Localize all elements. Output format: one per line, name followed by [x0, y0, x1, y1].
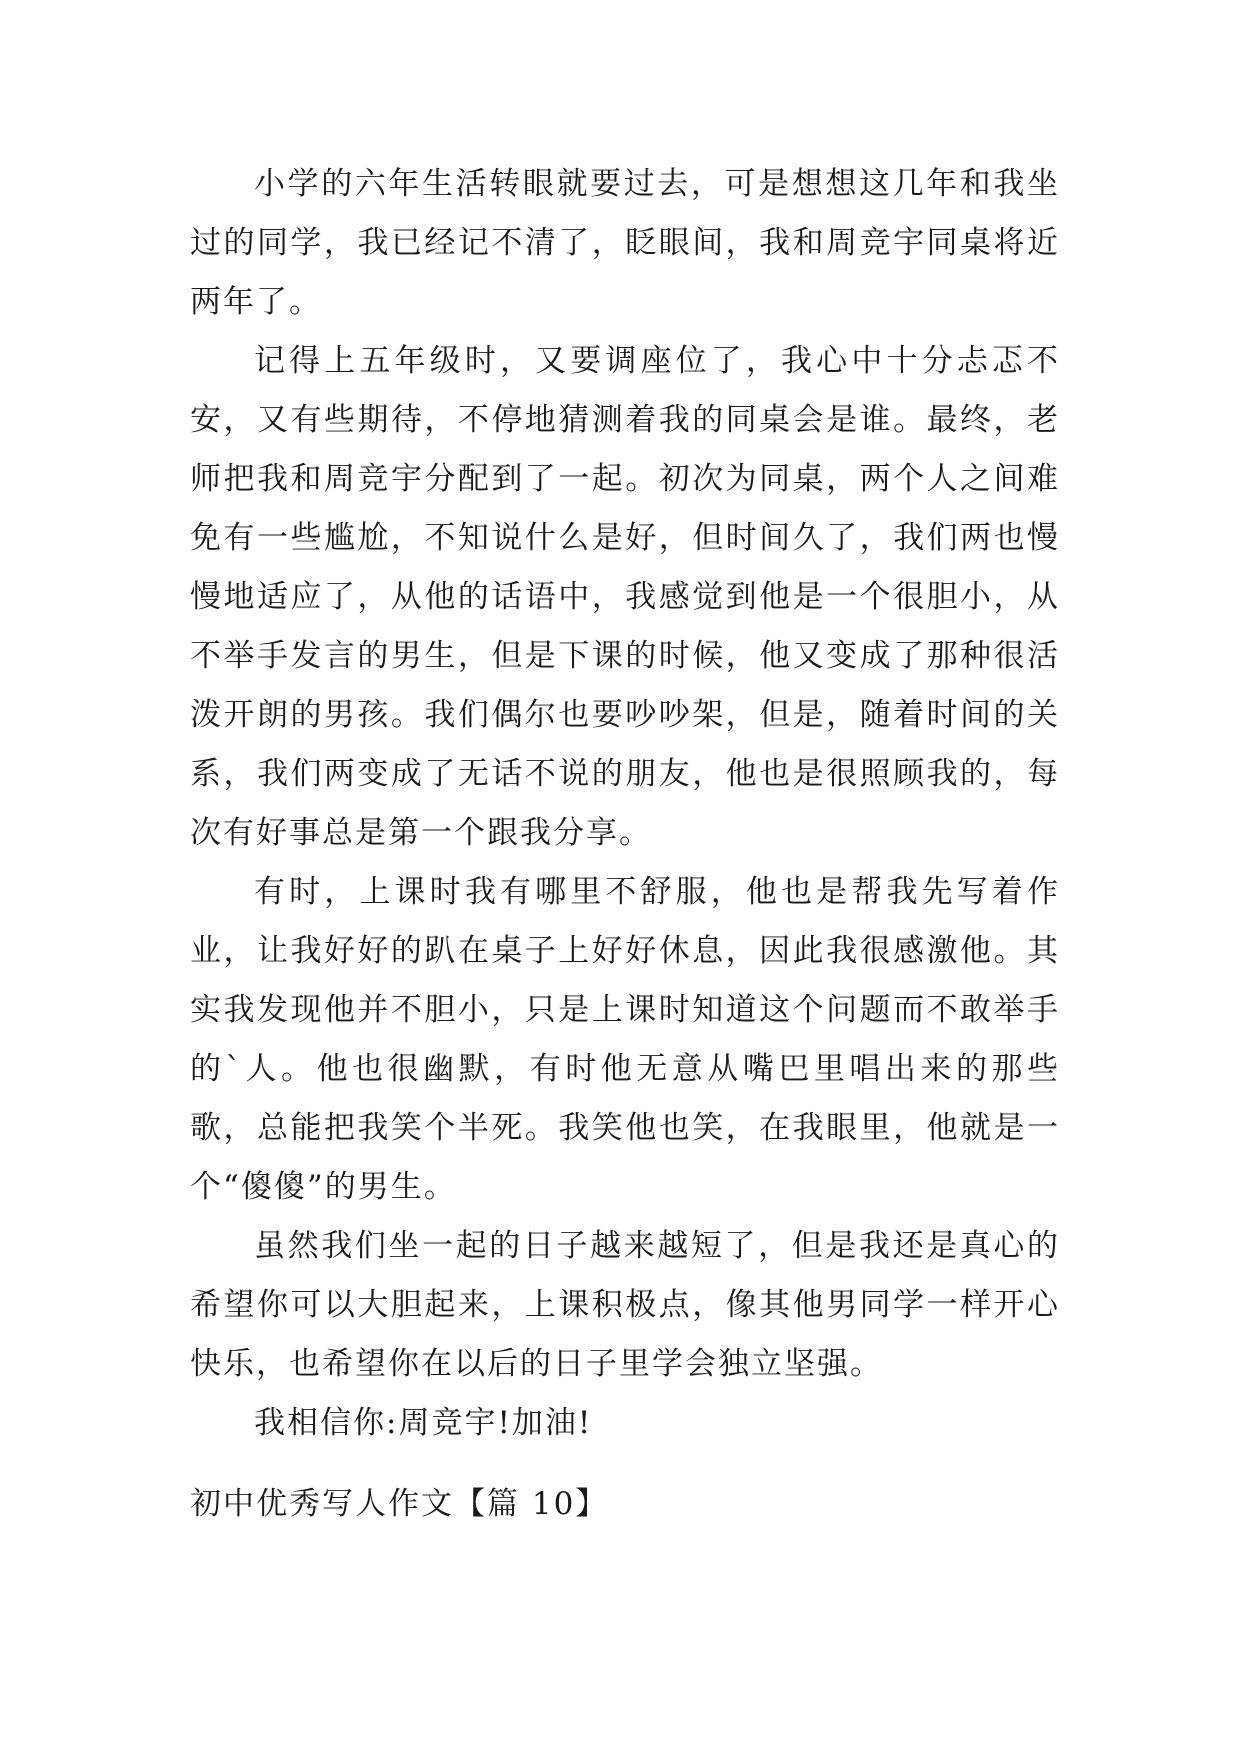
- article-body: [190, 155, 1060, 1453]
- paragraph-2: 记得上五年级时，又要调座位了，我心中十分忐忑不安，又有些期待，不停地猜测着我的同桌会是谁。最终，老师把我和周竞宇分配到了一起。初次为同桌，两个人之间难免有一些尴尬，不知说什么是好，但时间久了，我们两也慢慢地适应了，从他的话语中，我感觉到他是一个很胆小，从不举手发言的男生，但是下课的时候，他又变成了那种很活泼开朗的男孩。我们偶尔也要吵吵架，但是，随着时间的关系，我们两变成了无话不说的朋友，他也是很照顾我的，每次有好事总是第一个跟我分享。: [190, 343, 1060, 851]
- paragraph-4: 虽然我们坐一起的日子越来越短了，但是我还是真心的希望你可以大胆起来，上课积极点，像其他男同学一样开心快乐，也希望你在以后的日子里学会独立坚强。: [190, 1228, 1060, 1382]
- section-title: 初中优秀写人作文【篇 10】: [190, 1486, 609, 1522]
- paragraph-5: 我相信你:周竞宇!加油!: [254, 1405, 593, 1441]
- paragraph-3: 有时，上课时我有哪里不舒服，他也是帮我先写着作业，让我好好的趴在桌子上好好休息，因此我很感激他。其实我发现他并不胆小，只是上课时知道这个问题而不敢举手的`人。他也很幽默，有时他无意从嘴巴里唱出来的那些歌，总能把我笑个半死。我笑他也笑，在我眼里，他就是一个“傻傻”的男生。: [190, 874, 1060, 1205]
- paragraph-1: 小学的六年生活转眼就要过去，可是想想这几年和我坐过的同学，我已经记不清了，眨眼间，我和周竞宇同桌将近两年了。: [190, 166, 1060, 320]
